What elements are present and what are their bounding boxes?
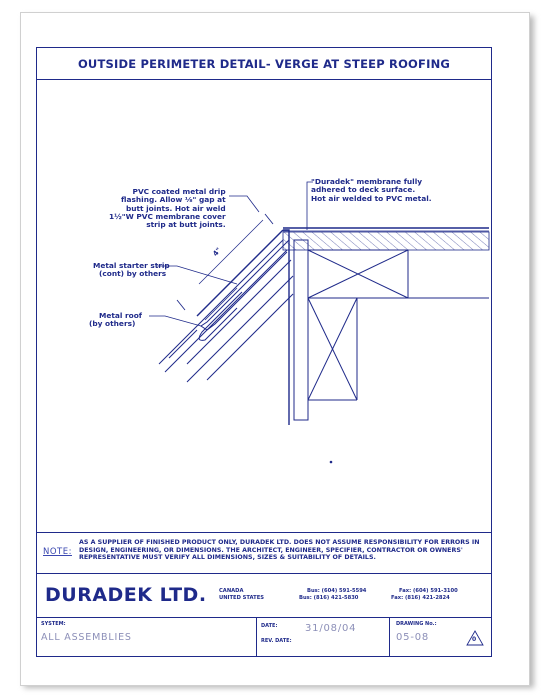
country-list: [219, 588, 264, 602]
dimension-label: 4": [211, 246, 223, 258]
leader-roof: [149, 316, 201, 326]
date-cell: [257, 618, 390, 656]
drawing-number-value: 05-08: [396, 632, 430, 643]
drawing-number-cell: [390, 618, 490, 656]
title-block-info: [37, 618, 491, 656]
fax-numbers: [391, 588, 458, 602]
detail-drawing: [37, 80, 491, 532]
country-us: UNITED STATES: [219, 595, 264, 601]
bus-phone-us: Bus: (816) 421-5830: [299, 595, 359, 601]
starter-strip-label: [93, 262, 170, 279]
label-line: adhered to deck surface.: [311, 185, 416, 195]
metal-roof-line: [159, 240, 283, 364]
bus-phones: [299, 588, 366, 602]
fascia-board: [294, 240, 308, 420]
company-name: DURADEK LTD.: [45, 584, 207, 606]
label-line: Metal starter strip: [93, 261, 170, 270]
drawing-frame: [36, 47, 492, 657]
metal-roof-label: [89, 312, 142, 329]
deck-sheathing: [283, 232, 489, 250]
date-value: 31/08/04: [305, 623, 357, 634]
company-block: [37, 574, 491, 618]
label-line: Hot air welded to PVC metal.: [311, 193, 432, 203]
disclaimer-note: [37, 532, 491, 574]
drip-flashing-label: [109, 188, 226, 229]
fax-us: Fax: (816) 421-2824: [391, 595, 450, 601]
fax-canada: Fax: (604) 591-3100: [399, 588, 458, 594]
drip-flashing-vertical: [283, 230, 289, 425]
label-line: Metal roof: [99, 311, 143, 320]
label-line: "Duradek" membrane fully: [311, 177, 423, 186]
note-label: NOTE:: [43, 547, 72, 557]
label-line: (cont) by others: [99, 269, 167, 279]
label-line: (by others): [89, 319, 136, 329]
label-line: flashing. Allow ⅛" gap at: [121, 195, 226, 205]
label-line: butt joints. Hot air weld: [125, 203, 226, 213]
bus-phone-canada: Bus: (604) 591-5594: [307, 588, 367, 594]
system-cell: [37, 618, 257, 656]
dimension-line: [199, 220, 263, 284]
label-line: 1½"W PVC membrane cover: [109, 211, 226, 221]
system-label: SYSTEM:: [41, 621, 66, 627]
revision-mark: 0: [472, 636, 477, 643]
drawing-title: OUTSIDE PERIMETER DETAIL- VERGE AT STEEP ROOFING: [37, 48, 491, 80]
rev-date-label: REV. DATE:: [261, 638, 292, 644]
system-value: ALL ASSEMBLIES: [41, 632, 132, 643]
label-line: strip at butt joints.: [146, 220, 226, 230]
leader-drip: [229, 196, 259, 212]
label-line: PVC coated metal drip: [132, 187, 226, 196]
date-label: DATE:: [261, 623, 278, 629]
country-canada: CANADA: [219, 588, 244, 594]
verge-detail-svg: [37, 80, 490, 532]
note-text: AS A SUPPLIER OF FINISHED PRODUCT ONLY, DURADEK LTD. DOES NOT ASSUME RESPONSIBILITY FOR ERRORS IN DESIGN, ENGINEERING, OR DIMENSIONS. THE ARCHITECT, ENGINEER, SPECIFIER, CONTRACTOR OR OWNERS' REPRESENTATIVE MUST VERIFY ALL DIMENSIONS, SIZES & SUITABILITY OF DETAILS.: [79, 539, 480, 562]
membrane-label: [311, 178, 432, 203]
drawing-number-label: DRAWING No.:: [396, 621, 437, 627]
